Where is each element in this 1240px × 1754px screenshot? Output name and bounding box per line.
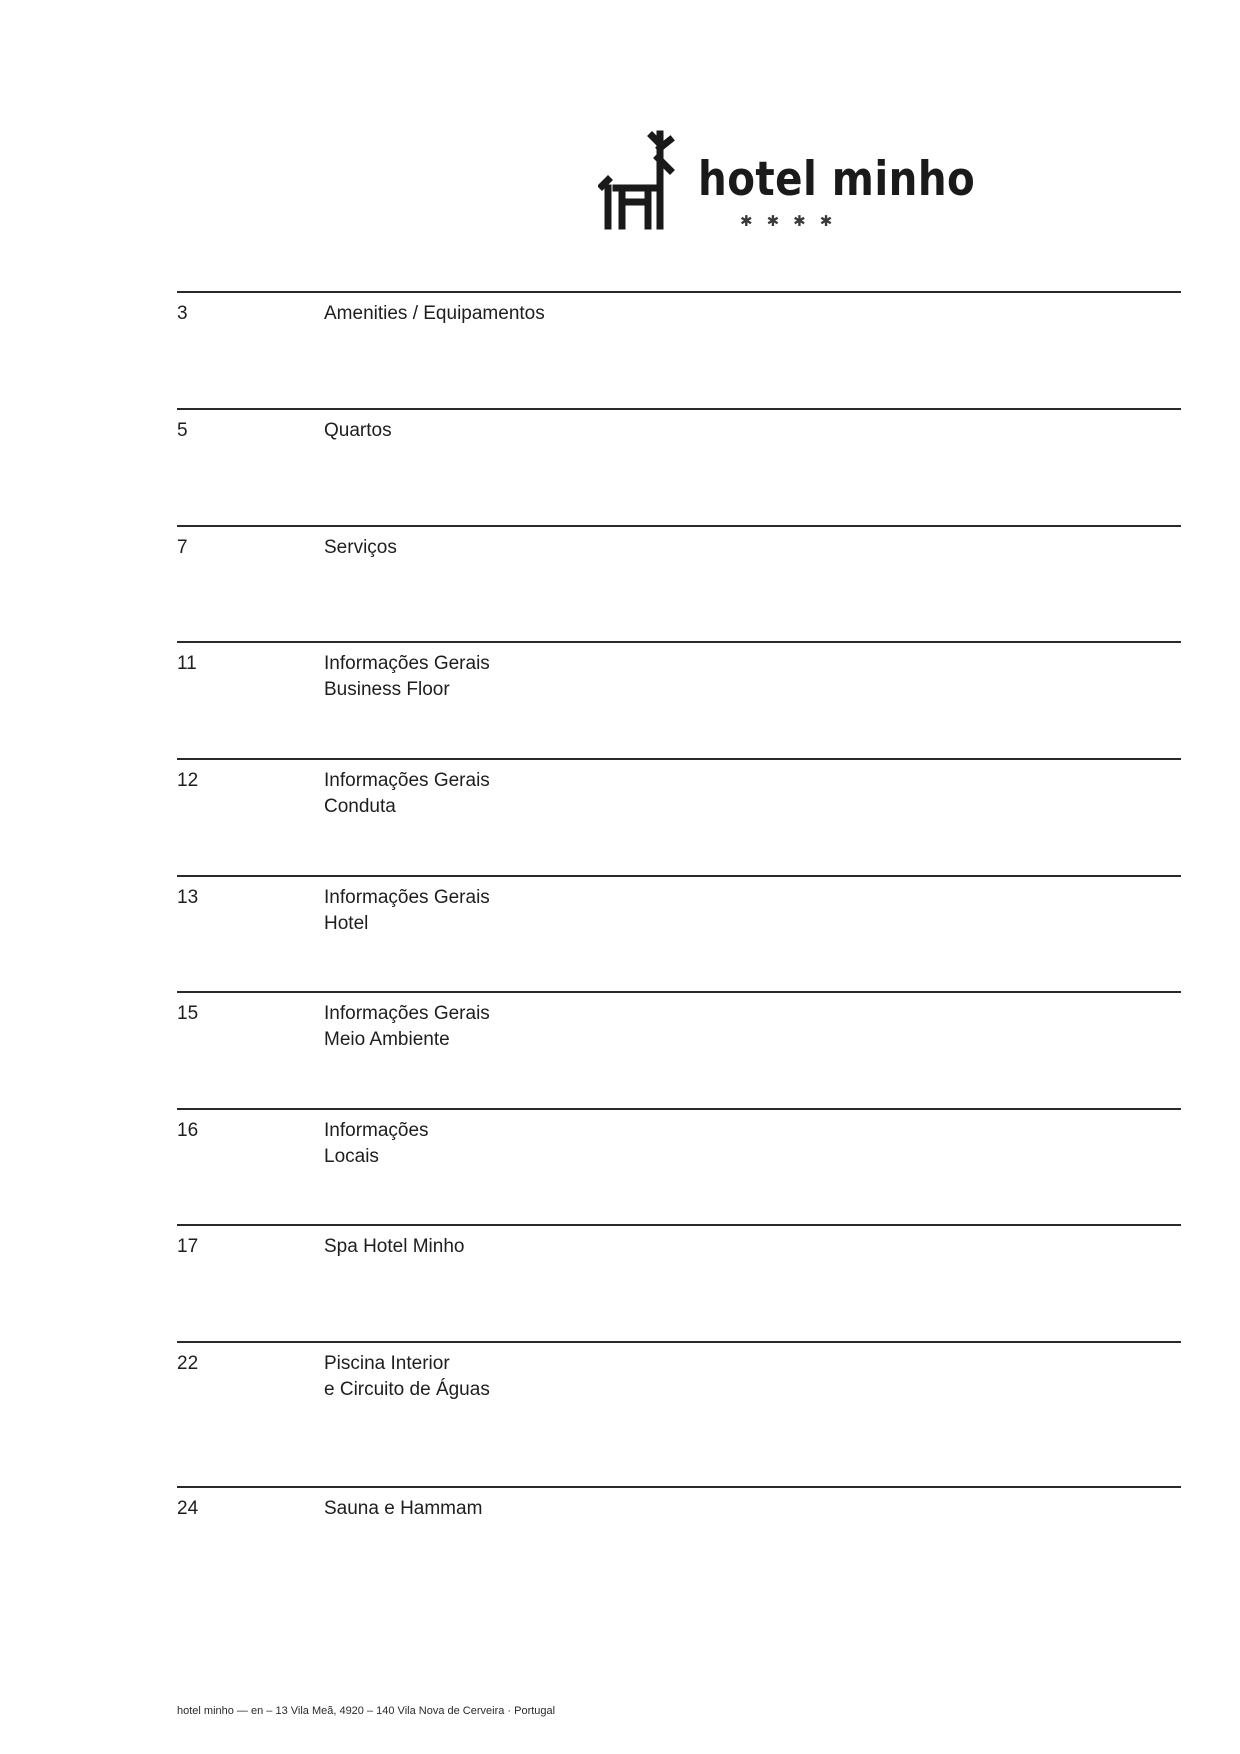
logo-wordmark: hotel minho [698,152,976,207]
toc-page-number: 12 [177,770,199,791]
toc-entry[interactable] [177,875,1181,934]
toc-title: Informações Gerais Conduta [324,770,490,817]
toc-entry[interactable] [177,991,1181,1050]
toc-title: Quartos [324,420,392,441]
toc-page-number: 13 [177,887,199,908]
toc-title: Informações Gerais Meio Ambiente [324,1003,490,1050]
toc-title: Informações Gerais Business Floor [324,653,490,700]
toc-title: Serviços [324,537,397,558]
toc-title: Piscina Interior e Circuito de Águas [324,1353,490,1400]
toc-page-number: 3 [177,303,188,324]
toc-entry[interactable] [177,758,1181,817]
toc-title: Informações Gerais Hotel [324,887,490,934]
toc-page-number: 15 [177,1003,199,1024]
toc-entry[interactable] [177,1341,1181,1400]
toc-page-number: 17 [177,1236,199,1257]
toc-entry[interactable] [177,408,1181,441]
toc-title: Spa Hotel Minho [324,1236,465,1257]
toc-entry[interactable] [177,291,1181,324]
toc-entry[interactable] [177,1108,1181,1167]
toc-page-number: 5 [177,420,188,441]
toc-title: Informações Locais [324,1120,429,1167]
hotel-logo [598,128,976,238]
toc-entry[interactable] [177,641,1181,700]
footer-address: hotel minho — en – 13 Vila Meã, 4920 – 140 Vila Nova de Cerveira · Portugal [177,1705,556,1717]
toc-title: Amenities / Equipamentos [324,303,545,324]
toc-page-number: 11 [177,653,197,674]
toc-entry[interactable] [177,1224,1181,1257]
toc-entry[interactable] [177,525,1181,558]
toc-page-number: 7 [177,537,188,558]
toc-page-number: 24 [177,1498,199,1519]
deer-icon [598,128,694,232]
toc-entry[interactable] [177,1486,1181,1519]
toc-page-number: 16 [177,1120,199,1141]
star-rating: ✱✱✱✱ [740,212,847,230]
toc-title: Sauna e Hammam [324,1498,483,1519]
toc-page-number: 22 [177,1353,199,1374]
